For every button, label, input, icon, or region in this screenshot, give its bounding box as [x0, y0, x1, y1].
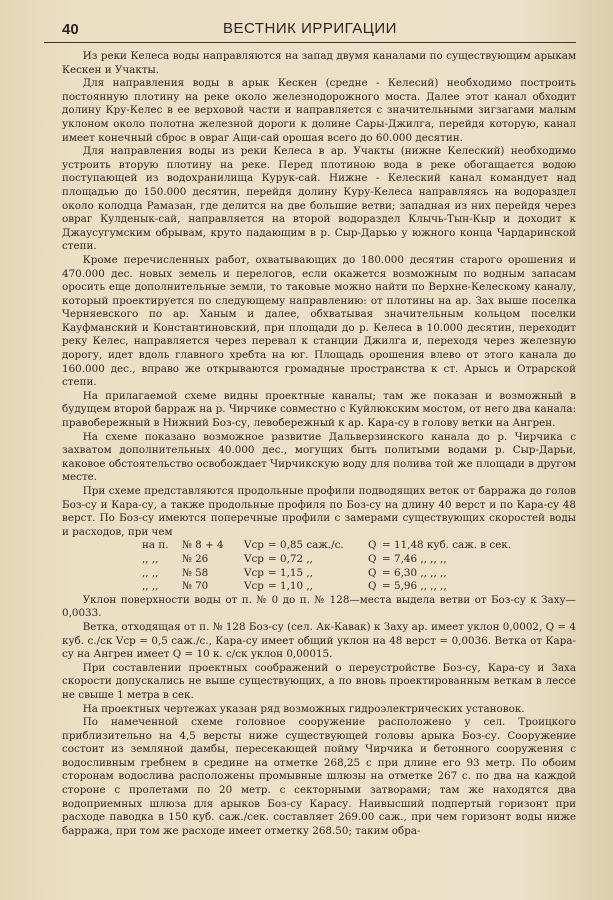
paragraph: Для направления воды в арык Кескен (средне - Келесий) необходимо построить постоянную плотину на реке около железнодорожного моста. Далее этот канал обходит долину Кру-Келес в ее верховой части и направляется с значительными зигзагами малым уклоном около полотна железной дороги к долине Сары-Джилга, перейдя которую, канал имеет конечный сброс в овраг Ащи-сай орошая всего до 60.000 десятин. — [62, 77, 576, 144]
paragraph: Из реки Келеса воды направляются на запад двумя каналами по существующим арыкам Кескен и Учакты. — [62, 50, 576, 76]
paragraph: При схеме представляются продольные профили подводящих веток от барража до голов Боз-су и Кара-су, а также продольные профиля по Боз-су на длину 40 верст и по Кара-су 48 верст. По Боз-су имеются поперечные профили с замерами существующих скоростей воды и расходов, при чем — [62, 485, 576, 538]
q-label: Q — [368, 552, 377, 565]
q-value: 7,46 ,, ,, ,, — [394, 552, 447, 565]
vcp-label: Vcp — [244, 580, 264, 593]
vcp-value: 1,15 ,, — [280, 566, 313, 579]
paragraph: На прилагаемой схеме видны проектные каналы; там же показан и возможный в будущем второй барраж на р. Чирчике совместно с Куйлюкским мостом, от него два канала: правобережный в Нижний Боз-су, левобережный к ар. Кара-су в голову ветки на Ангрен. — [62, 389, 576, 430]
q-value: 6,30 ,, ,, ,, — [394, 566, 447, 579]
table-row: ,, ,, № 58 Vcp = 1,15 ,, Q = 6,30 ,, ,, ,, — [142, 567, 572, 581]
point-number: № 26 — [182, 552, 209, 565]
paragraph: Ветка, отходящая от п. № 128 Боз-су (сел. Ак-Кавак) к Заху ар. имеет уклон 0,0002, Q = 4 куб. с./ск Vcp = 0,5 саж./с., Кара-су имеет общий уклон на 48 верст = 0,0036. Ветка от Кара-су на Ангрен имеет Q = 10 к. с/ск уклон 0,00015. — [62, 620, 576, 661]
point-number: № 70 — [182, 580, 209, 593]
point-number: № 58 — [182, 566, 209, 579]
row-prefix: ,, ,, — [142, 552, 159, 565]
paragraph: Уклон поверхности воды от п. № 0 до п. № 128—места выдела ветви от Боз-су к Заху—0,0033. — [62, 593, 576, 620]
paragraph: На проектных чертежах указан ряд возможных гидроэлектрических установок. — [82, 702, 525, 715]
paragraph: На схеме показано возможное развитие Дальверзинского канала до р. Чирчика с захватом дополнительных 40.000 дес., могущих быть политыми водами р. Сыр-Дарьи, каковое обстоятельство освобождает Чирчикскую воду для полива той же площади в другом месте. — [62, 430, 576, 484]
row-prefix: ,, ,, — [142, 580, 159, 593]
q-label: Q — [368, 566, 377, 579]
vcp-value: 1,10 ,, — [280, 580, 313, 593]
page-header — [44, 16, 576, 43]
journal-title: ВЕСТНИК ИРРИГАЦИИ — [223, 20, 397, 37]
point-number: № 8 + 4 — [182, 539, 224, 552]
paragraph: При составлении проектных соображений о переустройстве Боз-су, Кара-су и Заха скорости допускались не выше существующих, а по вновь проектированным веткам в лессе не свыше 1 метра в сек. — [62, 661, 576, 701]
paragraph: Для направления воды из реки Келеса в ар. Учакты (нижне Келеский) необходимо устроить вторую плотину на реке. Перед плотиною вода в реке обогащается водою поступающей из водохранилища Курук-сай. Нижне - Келеский канал командует над площадью до 150.000 десятин, перейдя долину Куру-Келеса направляясь на водораздел около колодца Рамазан, где делится на две большие ветви; западная из них перейдя через овраг Кулденык-сай, направляется на второй водораздел Клычь-Тын-Кыр и доходит к Джаусугумским обрывам, круто падающим в р. Сыр-Дарью у южного конца Чардаринской степи. — [62, 145, 576, 253]
measurements-table — [142, 539, 572, 593]
vcp-label: Vcp — [244, 566, 264, 579]
q-value: 11,48 куб. саж. в сек. — [394, 539, 512, 552]
page-number: 40 — [62, 21, 79, 38]
vcp-label: Vcp — [244, 552, 264, 565]
q-label: Q — [368, 539, 377, 552]
paragraph: По намеченной схеме головное сооружение расположено у сел. Троицкого приблизительно на 4,5 версты ниже существующей головы арыка Боз-су. Сооружение состоит из земляной дамбы, пересекающей пойму Чирчика и бетонного сооружения с водосливным гребнем в средине на отметке 268,25 с при длине его 93 метр. По обоим сторонам водослива расположены промывные шлюзы на отметке 267 с. по два на каждой стороне с пролетами по 20 метр. с секторными затворами; там же находятся два водоприемных шлюза для арыков Боз-су Карасу. Наивысший подпертый горизонт при расходе паводка в 150 куб. саж./сек. составляет 269.00 саж., при чем горизонт воды ниже барража, при том же расходе имеет отметку 268.50; таким обра- — [62, 716, 576, 837]
row-prefix: на п. — [142, 539, 169, 552]
table-row: ,, ,, № 70 Vcp = 1,10 ,, Q = 5,96 ,, ,, ,, — [142, 580, 572, 594]
table-row: ,, ,, № 26 Vcp = 0,72 ,, Q = 7,46 ,, ,, ,, — [142, 553, 572, 567]
row-prefix: ,, ,, — [142, 566, 159, 579]
vcp-label: Vcp — [244, 539, 264, 552]
paragraph: Кроме перечисленных работ, охватывающих до 180.000 десятин старого орошения и 470.000 дес. новых земель и перелогов, если окажется возможным по водным запасам оросить еще дополнительные земли, то таковые можно найти по Верхне-Келескому каналу, который проектируется по следующему направлению: от плотины на ар. Зах выше поселка Черняевского по ар. Ханым и далее, обхватывая значительным кольцом поселки Кауфманский и Константиновский, при площади до р. Келеса в 10.000 десятин, переходит реку Келес, направляется через перевал к станции Джилга и, переходя через железную дорогу, идет вдоль главного хребта на юг. Площадь орошения влево от этого канала до 160.000 дес., вправо же открываются громадные пространства к ст. Арысь и Отрарской степи. — [62, 253, 576, 389]
q-label: Q — [368, 580, 377, 593]
q-value: 5,96 ,, ,, ,, — [394, 580, 447, 593]
vcp-value: 0,85 саж./с. — [280, 539, 344, 552]
vcp-value: 0,72 ,, — [280, 552, 313, 565]
table-row: на п. № 8 + 4 Vcp = 0,85 саж./с. Q = 11,48 куб. саж. в сек. — [142, 539, 572, 553]
article-body — [62, 50, 576, 838]
